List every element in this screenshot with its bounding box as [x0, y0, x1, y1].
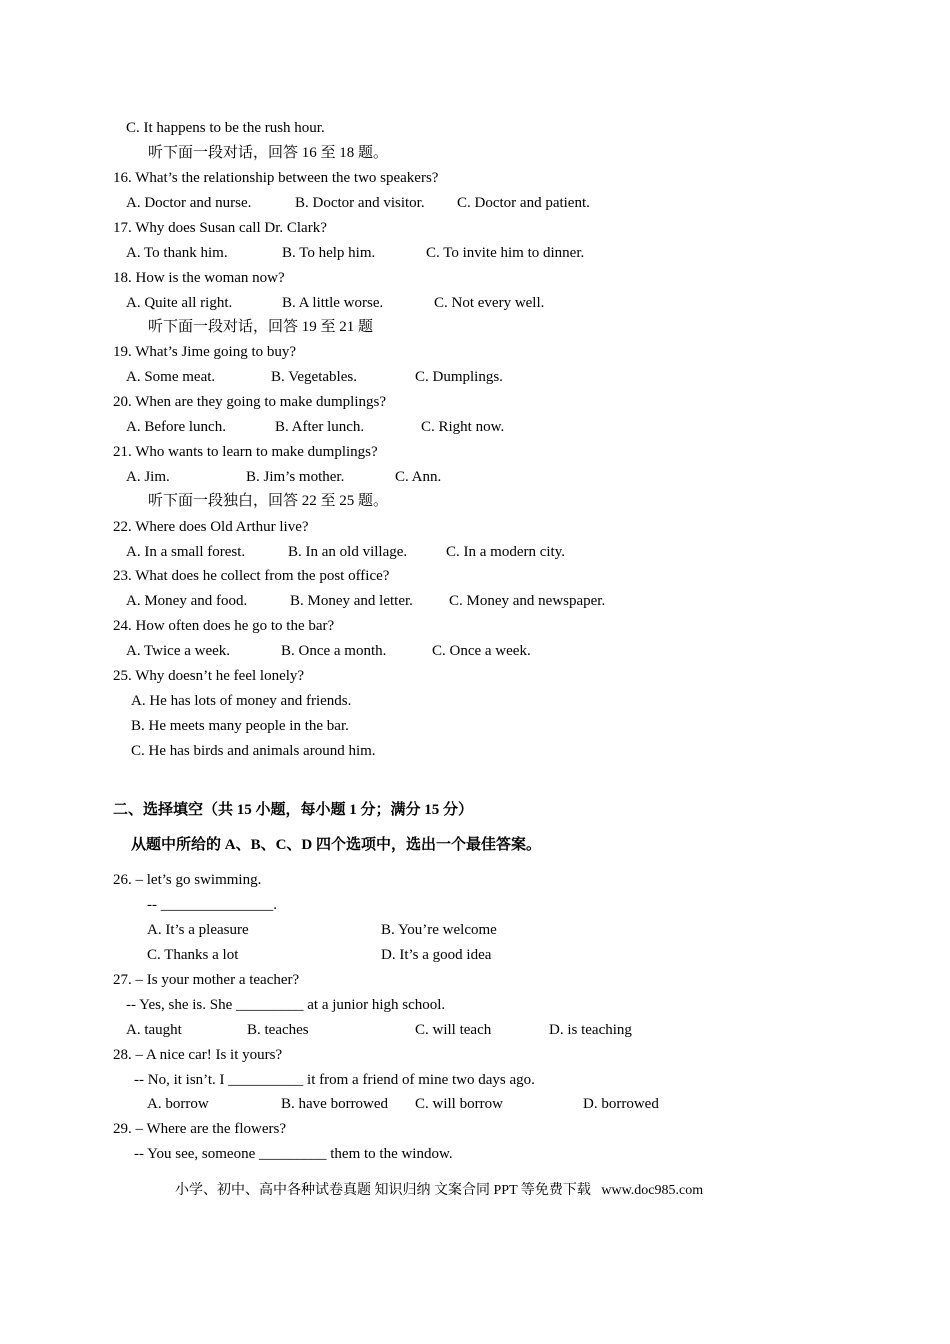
- option-b: B. Once a month.: [281, 643, 387, 659]
- option-text: C. It happens to be the rush hour.: [126, 120, 325, 136]
- question-26: 26. – let’s go swimming.: [113, 872, 262, 888]
- question-17: 17. Why does Susan call Dr. Clark?: [113, 220, 327, 236]
- option-b: B. After lunch.: [275, 419, 365, 435]
- option-a: A. To thank him.: [126, 245, 228, 261]
- listening-instruction: 听下面一段独白，回答 22 至 25 题。: [148, 493, 389, 509]
- question-20: 20. When are they going to make dumplings?: [113, 394, 386, 410]
- option-b: B. Doctor and visitor.: [295, 195, 425, 211]
- question-24: 24. How often does he go to the bar?: [113, 618, 335, 634]
- option-c: C. Doctor and patient.: [457, 195, 590, 211]
- option-d: D. borrowed: [583, 1096, 659, 1112]
- question-22: 22. Where does Old Arthur live?: [113, 519, 309, 535]
- question-16: 16. What’s the relationship between the two speakers?: [113, 170, 439, 186]
- option-c: C. He has birds and animals around him.: [131, 743, 376, 759]
- reply-line: -- No, it isn’t. I __________ it from a friend of mine two days ago.: [134, 1072, 535, 1088]
- option-b: B. You’re welcome: [381, 922, 497, 938]
- option-b: B. He meets many people in the bar.: [131, 718, 349, 734]
- question-23: 23. What does he collect from the post office?: [113, 568, 390, 584]
- option-b: B. Vegetables.: [271, 369, 357, 385]
- option-a: A. Money and food.: [126, 593, 248, 609]
- question-27: 27. – Is your mother a teacher?: [113, 972, 300, 988]
- option-c: C. will teach: [415, 1022, 492, 1038]
- option-a: A. Twice a week.: [126, 643, 231, 659]
- option-a: A. taught: [126, 1022, 182, 1038]
- reply-line: -- _______________.: [147, 897, 277, 913]
- section-instruction: 从题中所给的 A、B、C、D 四个选项中，选出一个最佳答案。: [131, 837, 542, 853]
- question-21: 21. Who wants to learn to make dumplings?: [113, 444, 378, 460]
- option-a: A. He has lots of money and friends.: [131, 693, 352, 709]
- option-a: A. Doctor and nurse.: [126, 195, 252, 211]
- option-b: B. To help him.: [282, 245, 376, 261]
- option-a: A. Jim.: [126, 469, 170, 485]
- listening-instruction: 听下面一段对话，回答 19 至 21 题: [148, 319, 374, 335]
- option-b: B. have borrowed: [281, 1096, 389, 1112]
- question-19: 19. What’s Jime going to buy?: [113, 344, 297, 360]
- option-b: B. teaches: [247, 1022, 309, 1038]
- option-d: D. It’s a good idea: [381, 947, 492, 963]
- option-c: C. will borrow: [415, 1096, 503, 1112]
- option-c: C. Right now.: [421, 419, 505, 435]
- section-heading: 二、选择填空（共 15 小题，每小题 1 分；满分 15 分）: [113, 802, 474, 818]
- option-c: C. To invite him to dinner.: [426, 245, 585, 261]
- option-a: A. borrow: [147, 1096, 209, 1112]
- option-b: B. Money and letter.: [290, 593, 413, 609]
- option-c: C. Ann.: [395, 469, 442, 485]
- page-footer: 小学、初中、高中各种试卷真题 知识归纳 文案合同 PPT 等免费下载 www.doc985.com: [175, 1183, 704, 1198]
- question-25: 25. Why doesn’t he feel lonely?: [113, 668, 305, 684]
- question-28: 28. – A nice car! Is it yours?: [113, 1047, 283, 1063]
- option-c: C. In a modern city.: [446, 544, 565, 560]
- reply-line: -- You see, someone _________ them to the window.: [134, 1146, 453, 1162]
- reply-line: -- Yes, she is. She _________ at a junior high school.: [126, 997, 446, 1013]
- option-a: A. Quite all right.: [126, 295, 233, 311]
- option-a: A. Some meat.: [126, 369, 216, 385]
- option-c: C. Thanks a lot: [147, 947, 239, 963]
- option-c: C. Not every well.: [434, 295, 545, 311]
- option-c: C. Money and newspaper.: [449, 593, 606, 609]
- option-b: B. A little worse.: [282, 295, 384, 311]
- option-c: C. Dumplings.: [415, 369, 503, 385]
- listening-instruction: 听下面一段对话，回答 16 至 18 题。: [148, 145, 389, 161]
- option-a: A. Before lunch.: [126, 419, 226, 435]
- question-18: 18. How is the woman now?: [113, 270, 285, 286]
- option-b: B. Jim’s mother.: [246, 469, 345, 485]
- question-29: 29. – Where are the flowers?: [113, 1121, 286, 1137]
- option-a: A. In a small forest.: [126, 544, 246, 560]
- option-b: B. In an old village.: [288, 544, 408, 560]
- option-a: A. It’s a pleasure: [147, 922, 249, 938]
- option-c: C. Once a week.: [432, 643, 531, 659]
- option-d: D. is teaching: [549, 1022, 632, 1038]
